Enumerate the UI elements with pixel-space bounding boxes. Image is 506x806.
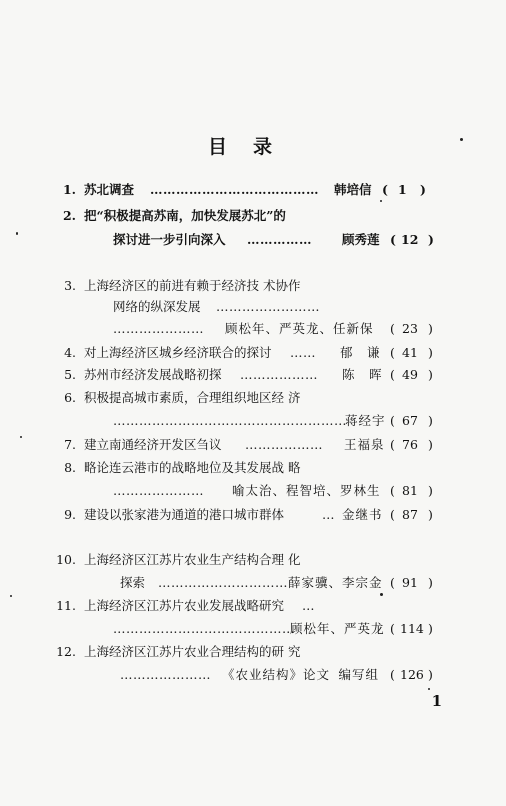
entry-number: 2. bbox=[62, 208, 76, 223]
leader-dots: ………………… bbox=[113, 321, 204, 336]
entry-page: 41 bbox=[402, 345, 418, 360]
entry-title: 探讨进一步引向深入 bbox=[113, 232, 226, 247]
scan-speck bbox=[380, 593, 383, 596]
page-paren: ) bbox=[428, 483, 433, 498]
entry-title: 积极提高城市素质，合理组织地区经 济 bbox=[84, 390, 301, 405]
entry-number: 12. bbox=[56, 644, 76, 659]
entry-page: 81 bbox=[402, 483, 418, 498]
scan-speck bbox=[380, 200, 382, 202]
toc-entry-continued bbox=[0, 298, 506, 316]
leader-dots: ………………… bbox=[120, 667, 211, 682]
entry-page: 91 bbox=[402, 575, 418, 590]
page-paren: ) bbox=[420, 182, 426, 197]
entry-title: 上海经济区的前进有赖于经济技 术协作 bbox=[84, 278, 301, 293]
leader-dots: …………… bbox=[247, 232, 312, 247]
entry-author: 金继书 bbox=[342, 507, 383, 522]
toc-entry-continued bbox=[0, 666, 506, 684]
entry-number: 3. bbox=[64, 278, 76, 293]
toc-entry bbox=[0, 277, 506, 295]
entry-number: 6. bbox=[64, 390, 76, 405]
entry-author: 陈 晖 bbox=[342, 367, 383, 382]
page-paren: ( bbox=[390, 621, 395, 636]
page-paren: ( bbox=[390, 437, 395, 452]
page-paren: ) bbox=[428, 367, 433, 382]
entry-title: 探索 bbox=[120, 575, 146, 590]
entry-number: 9. bbox=[64, 507, 76, 522]
page-paren: ) bbox=[428, 345, 433, 360]
toc-entry-continued bbox=[0, 412, 506, 430]
entry-number: 8. bbox=[64, 460, 76, 475]
page-paren: ) bbox=[428, 321, 433, 336]
entry-author: 王福泉 bbox=[344, 437, 385, 452]
toc-entry-continued bbox=[0, 574, 506, 592]
page-paren: ) bbox=[428, 575, 433, 590]
toc-entry bbox=[0, 181, 506, 199]
entry-author: 蒋经宇 bbox=[345, 413, 386, 428]
leader-dots: … bbox=[322, 507, 335, 522]
toc-entry bbox=[0, 597, 506, 615]
entry-page: 1 bbox=[398, 182, 407, 197]
scan-speck bbox=[10, 595, 12, 597]
entry-page: 114 bbox=[400, 621, 424, 636]
entry-page: 49 bbox=[402, 367, 418, 382]
page-paren: ) bbox=[428, 232, 434, 247]
entry-number: 7. bbox=[64, 437, 76, 452]
page-paren: ( bbox=[390, 413, 395, 428]
leader-dots: …………………………………… bbox=[113, 621, 295, 636]
entry-number: 4. bbox=[64, 345, 76, 360]
entry-title: 上海经济区江苏片农业合理结构的研 究 bbox=[84, 644, 301, 659]
entry-author: 顾松年、严英龙、任新保 bbox=[225, 321, 374, 336]
entry-title: 苏北调查 bbox=[84, 182, 135, 197]
entry-page: 87 bbox=[402, 507, 418, 522]
entry-title: 苏州市经济发展战略初探 bbox=[84, 367, 222, 382]
entry-title: 建设以张家港为通道的港口城市群体 bbox=[84, 507, 285, 522]
entry-title: 上海经济区江苏片农业发展战略研究 bbox=[84, 598, 285, 613]
page-paren: ( bbox=[390, 367, 395, 382]
toc-entry-continued bbox=[0, 620, 506, 638]
leader-dots: ……………… bbox=[240, 367, 318, 382]
entry-page: 76 bbox=[402, 437, 418, 452]
page-paren: ( bbox=[390, 575, 395, 590]
toc-entry bbox=[0, 344, 506, 362]
leader-dots: ………………… bbox=[113, 483, 204, 498]
leader-dots: …… bbox=[290, 345, 316, 360]
entry-title: 网络的纵深发展 bbox=[113, 299, 201, 314]
page-paren: ( bbox=[390, 507, 395, 522]
leader-dots: ……………………………………………… bbox=[113, 413, 347, 428]
scan-speck bbox=[428, 688, 430, 690]
leader-dots: ………………………… bbox=[158, 575, 288, 590]
page-paren: ( bbox=[382, 182, 388, 197]
page-paren: ( bbox=[390, 321, 395, 336]
page-paren: ) bbox=[428, 507, 433, 522]
entry-page: 12 bbox=[401, 232, 419, 247]
toc-entry bbox=[0, 551, 506, 569]
page-paren: ) bbox=[428, 621, 433, 636]
toc-entry bbox=[0, 506, 506, 524]
page-paren: ( bbox=[390, 232, 396, 247]
entry-page: 23 bbox=[402, 321, 418, 336]
entry-title: 把“积极提高苏南，加快发展苏北”的 bbox=[84, 208, 286, 223]
entry-number: 1. bbox=[62, 182, 76, 197]
page-number: 1 bbox=[431, 692, 442, 710]
entry-author: 顾松年、严英龙 bbox=[290, 621, 385, 636]
entry-number: 11. bbox=[56, 598, 76, 613]
entry-author: 郁 谦 bbox=[340, 345, 381, 360]
entry-title: 对上海经济区城乡经济联合的探讨 bbox=[84, 345, 272, 360]
page-paren: ) bbox=[428, 667, 433, 682]
scan-speck bbox=[20, 436, 22, 438]
page-paren: ) bbox=[428, 437, 433, 452]
entry-title: 上海经济区江苏片农业生产结构合理 化 bbox=[84, 552, 301, 567]
toc-entry-continued bbox=[0, 320, 506, 338]
entry-author: 薛家骥、李宗金 bbox=[288, 575, 383, 590]
toc-entry bbox=[0, 643, 506, 661]
leader-dots: … bbox=[302, 598, 315, 613]
leader-dots: ……………… bbox=[245, 437, 323, 452]
toc-entry-continued bbox=[0, 231, 506, 249]
page-paren: ( bbox=[390, 345, 395, 360]
entry-page: 67 bbox=[402, 413, 418, 428]
toc-title: 目录 bbox=[207, 136, 298, 158]
entry-title: 略论连云港市的战略地位及其发展战 略 bbox=[84, 460, 301, 475]
entry-author: 喻太治、程智培、罗林生 bbox=[232, 483, 381, 498]
page-paren: ( bbox=[390, 667, 395, 682]
entry-author: 韩培信 bbox=[334, 182, 372, 197]
toc-entry bbox=[0, 436, 506, 454]
page-paren: ) bbox=[428, 413, 433, 428]
toc-entry-continued bbox=[0, 482, 506, 500]
scan-speck bbox=[16, 232, 18, 235]
toc-entry bbox=[0, 366, 506, 384]
toc-entry bbox=[0, 459, 506, 477]
entry-number: 10. bbox=[56, 552, 76, 567]
leader-dots: …………………… bbox=[216, 299, 320, 314]
entry-number: 5. bbox=[64, 367, 76, 382]
leader-dots: ………………………………… bbox=[150, 182, 319, 197]
page-paren: ( bbox=[390, 483, 395, 498]
entry-title: 建立南通经济开发区刍议 bbox=[84, 437, 222, 452]
entry-author: 顾秀莲 bbox=[342, 232, 380, 247]
entry-author: 《农业结构》论文 编写组 bbox=[222, 667, 380, 682]
entry-page: 126 bbox=[400, 667, 424, 682]
toc-entry bbox=[0, 389, 506, 407]
toc-entry bbox=[0, 207, 506, 225]
scan-speck bbox=[460, 138, 463, 141]
